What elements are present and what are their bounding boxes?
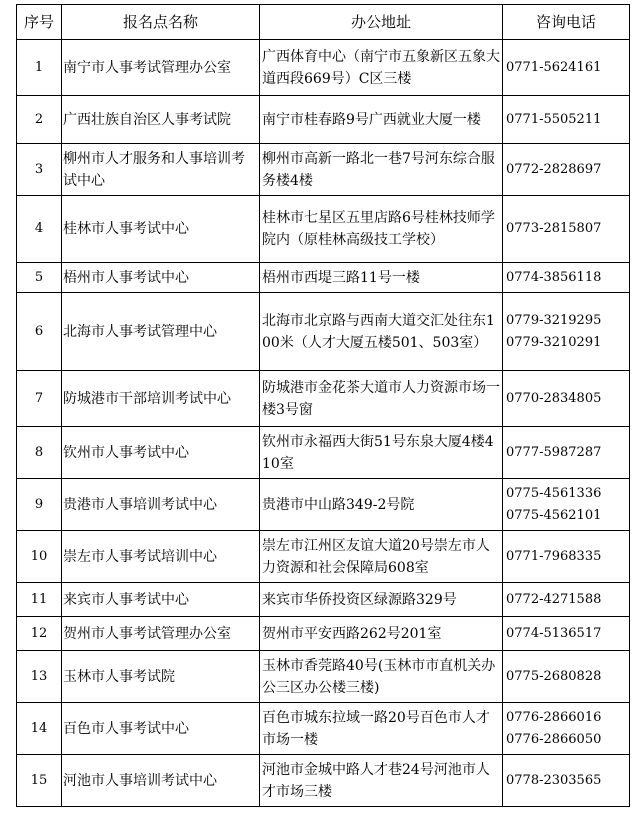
row-address: 防城港市金花茶大道市人力资源市场一楼3号窗 xyxy=(260,371,503,427)
phone-number: 0772-4271588 xyxy=(506,591,602,607)
row-address: 贺州市平安西路262号201室 xyxy=(260,617,503,651)
row-index: 7 xyxy=(17,371,62,427)
table-row xyxy=(17,371,630,427)
row-index: 2 xyxy=(17,96,62,144)
row-phone xyxy=(503,531,630,583)
row-phone xyxy=(503,583,630,617)
phone-number: 0770-2834805 xyxy=(506,390,602,406)
table-row xyxy=(17,293,630,371)
row-name: 广西壮族自治区人事考试院 xyxy=(62,96,260,144)
phone-number: 0779-3219295 xyxy=(506,312,602,328)
phone-number: 0779-3210291 xyxy=(506,334,602,350)
row-phone xyxy=(503,617,630,651)
row-phone xyxy=(503,651,630,703)
table-row xyxy=(17,617,630,651)
row-index: 10 xyxy=(17,531,62,583)
phone-number: 0777-5987287 xyxy=(506,444,602,460)
row-index: 8 xyxy=(17,427,62,479)
phone-number: 0774-5136517 xyxy=(506,625,602,641)
row-name: 柳州市人才服务和人事培训考试中心 xyxy=(62,144,260,196)
row-address: 北海市北京路与西南大道交汇处往东100米（人才大厦五楼501、503室） xyxy=(260,293,503,371)
row-name: 贵港市人事培训考试中心 xyxy=(62,479,260,531)
row-index: 3 xyxy=(17,144,62,196)
row-address: 钦州市永福西大街51号东泉大厦4楼410室 xyxy=(260,427,503,479)
row-name: 贺州市人事考试管理办公室 xyxy=(62,617,260,651)
row-address: 百色市城东拉域一路20号百色市人才市场一楼 xyxy=(260,703,503,755)
table-row xyxy=(17,703,630,755)
row-name: 河池市人事培训考试中心 xyxy=(62,755,260,807)
row-name: 玉林市人事考试院 xyxy=(62,651,260,703)
row-index: 9 xyxy=(17,479,62,531)
row-phone xyxy=(503,293,630,371)
table-row xyxy=(17,755,630,807)
row-phone xyxy=(503,144,630,196)
row-name: 百色市人事考试中心 xyxy=(62,703,260,755)
row-phone xyxy=(503,703,630,755)
row-address: 广西体育中心（南宁市五象新区五象大道西段669号）C区三楼 xyxy=(260,40,503,96)
row-index: 13 xyxy=(17,651,62,703)
header-address: 办公地址 xyxy=(260,5,503,40)
phone-number: 0776-2866050 xyxy=(506,731,602,747)
registration-points-table xyxy=(16,4,630,807)
row-phone xyxy=(503,263,630,293)
phone-number: 0773-2815807 xyxy=(506,221,602,236)
row-index: 15 xyxy=(17,755,62,807)
table-row xyxy=(17,196,630,263)
row-address: 玉林市香莞路40号(玉林市市直机关办公三区办公楼三楼) xyxy=(260,651,503,703)
row-address: 柳州市高新一路北一巷7号河东综合服务楼4楼 xyxy=(260,144,503,196)
table-row xyxy=(17,531,630,583)
row-name: 钦州市人事考试中心 xyxy=(62,427,260,479)
header-index: 序号 xyxy=(17,5,62,40)
table-row xyxy=(17,427,630,479)
row-address: 梧州市西堤三路11号一楼 xyxy=(260,263,503,293)
phone-number: 0772-2828697 xyxy=(506,161,602,177)
header-row xyxy=(17,5,630,40)
phone-number: 0776-2866016 xyxy=(506,709,602,725)
row-phone xyxy=(503,371,630,427)
row-address: 河池市金城中路人才巷24号河池市人才市场三楼 xyxy=(260,755,503,807)
table-row xyxy=(17,263,630,293)
phone-number: 0774-3856118 xyxy=(506,269,602,285)
row-address: 来宾市华侨投资区绿源路329号 xyxy=(260,583,503,617)
phone-number: 0775-4561336 xyxy=(506,485,602,501)
table-row xyxy=(17,144,630,196)
table-row xyxy=(17,479,630,531)
row-index: 14 xyxy=(17,703,62,755)
table-row xyxy=(17,651,630,703)
row-name: 梧州市人事考试中心 xyxy=(62,263,260,293)
row-index: 1 xyxy=(17,40,62,96)
row-phone xyxy=(503,40,630,96)
phone-number: 0771-5505211 xyxy=(506,111,602,127)
row-name: 南宁市人事考试管理办公室 xyxy=(62,40,260,96)
row-name: 防城港市干部培训考试中心 xyxy=(62,371,260,427)
header-phone: 咨询电话 xyxy=(503,5,630,40)
header-name: 报名点名称 xyxy=(62,5,260,40)
row-index: 6 xyxy=(17,293,62,371)
row-address: 贵港市中山路349-2号院 xyxy=(260,479,503,531)
table-row xyxy=(17,583,630,617)
row-index: 12 xyxy=(17,617,62,651)
row-index: 5 xyxy=(17,263,62,293)
table-row xyxy=(17,40,630,96)
row-name: 来宾市人事考试中心 xyxy=(62,583,260,617)
row-address: 崇左市江州区友谊大道20号崇左市人力资源和社会保障局608室 xyxy=(260,531,503,583)
table-body xyxy=(17,40,630,807)
row-name: 崇左市人事考试培训中心 xyxy=(62,531,260,583)
row-phone xyxy=(503,755,630,807)
phone-number: 0771-7968335 xyxy=(506,548,602,564)
phone-number: 0771-5624161 xyxy=(506,59,602,75)
row-address: 桂林市七星区五里店路6号桂林技师学院内（原桂林高级技工学校） xyxy=(260,196,503,263)
row-address: 南宁市桂春路9号广西就业大厦一楼 xyxy=(260,96,503,144)
row-phone xyxy=(503,427,630,479)
row-name: 北海市人事考试管理中心 xyxy=(62,293,260,371)
table-row xyxy=(17,96,630,144)
row-phone xyxy=(503,96,630,144)
phone-number: 0775-4562101 xyxy=(506,507,602,523)
phone-number: 0778-2303565 xyxy=(506,772,602,788)
phone-number: 0775-2680828 xyxy=(506,668,602,684)
row-index: 11 xyxy=(17,583,62,617)
row-name: 桂林市人事考试中心 xyxy=(62,196,260,263)
row-phone xyxy=(503,479,630,531)
row-phone xyxy=(503,196,630,263)
row-index: 4 xyxy=(17,196,62,263)
